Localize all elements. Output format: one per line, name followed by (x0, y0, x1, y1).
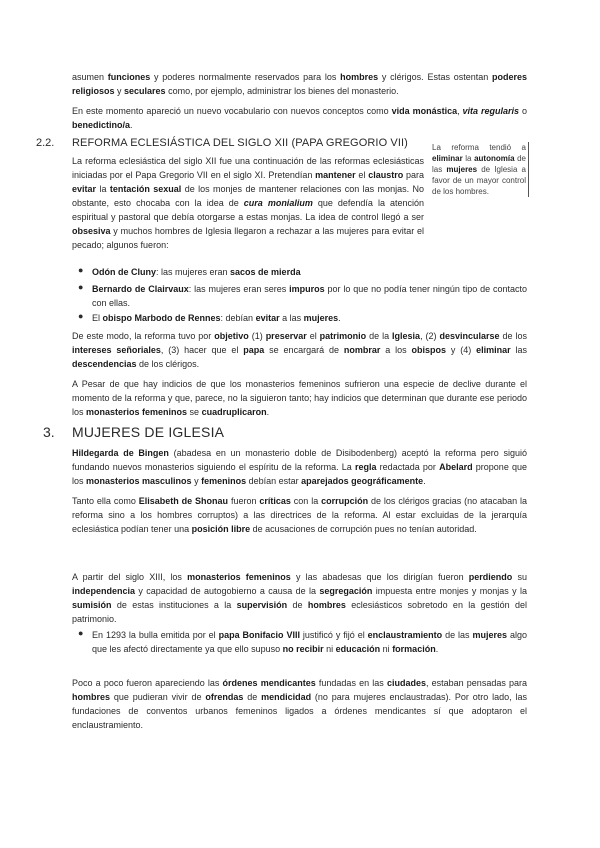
bullet-marbodo: El obispo Marbodo de Rennes: debían evitar a las mujeres. (92, 313, 341, 323)
paragraph-intro-1: asumen funciones y poderes normalmente reservados para los hombres y clérigos. Estas ostentan poderes religiosos y seculares como, por ejemplo, administrar los bienes del monasterio. (72, 72, 527, 96)
bullet-marker: ● (78, 282, 84, 292)
bullet-marker: ● (78, 265, 84, 275)
paragraph-3-c: A partir del siglo XIII, los monasterios femeninos y las abadesas que los dirigían fueron perdiendo su independencia y capacidad de autogobierno a causa de la segregación impuesta entre monjes y monjas y la sumisión de estas instituciones a la supervisión de hombres eclesiásticos sobretodo en la gestión del patrimonio. (72, 572, 528, 624)
paragraph-3-b: Tanto ella como Elisabeth de Shonau fueron críticas con la corrupción de los clérigos gracias (no atacaban la reforma sino a los hombres corruptos) a las directrices de la reforma. Al estar excluidas de la jerarquía eclesiástica podían tener una posición libre de acusaciones de corrupción pues no tenían autoridad. (72, 496, 527, 534)
margin-note: La reforma tendió a eliminar la autonomía de las mujeres de Iglesia a favor de un mayor control de los hombres. (432, 142, 529, 197)
paragraph-intro-2: En este momento apareció un nuevo vocabulario con nuevos conceptos como vida monástica, vita regularis o benedictino/a. (72, 106, 527, 130)
section-3-number: 3. (43, 424, 55, 440)
bullet-marker: ● (78, 311, 84, 321)
bullet-bernardo: Bernardo de Clairvaux: las mujeres eran seres impuros por lo que no podía tener ningún tipo de contacto con ellas. (92, 284, 527, 308)
paragraph-2-2-c: A Pesar de que hay indicios de que los monasterios femeninos sufrieron una especie de declive durante el momento de la reforma y que, parece, no la siguieron tanto; hay indicios que determinan que durante ese periodo los monasterios femeninos se cuadruplicaron. (72, 379, 527, 417)
section-2-2-heading: REFORMA ECLESIÁSTICA DEL SIGLO XII (PAPA GREGORIO VII) (72, 137, 408, 149)
bullet-bonifacio: En 1293 la bulla emitida por el papa Bonifacio VIII justificó y fijó el enclaustramiento de las mujeres algo que les afectó directamente ya que ello supuso no recibir ni educación ni formación. (92, 630, 527, 654)
paragraph-2-2-b: De este modo, la reforma tuvo por objetivo (1) preservar el patrimonio de la Iglesia, (2) desvincularse de los intereses señoriales, (3) hacer que el papa se encargará de nombrar a los obispos y (4) eliminar las descendencias de los clérigos. (72, 331, 527, 369)
bullet-marker: ● (78, 628, 84, 638)
paragraph-3-d: Poco a poco fueron apareciendo las órdenes mendicantes fundadas en las ciudades, estaban pensadas para hombres que pudieran vivir de ofrendas de mendicidad (no para mujeres enclaustradas). Por otro lado, las fundaciones de conventos urbanos femeninos ligados a órdenes mendicantes sí que adoptaron el enclaustramiento. (72, 678, 527, 730)
section-3-heading: MUJERES DE IGLESIA (72, 424, 225, 440)
bullet-odon: Odón de Cluny: las mujeres eran sacos de mierda (92, 267, 301, 277)
section-2-2-number: 2.2. (36, 137, 55, 149)
paragraph-3-a: Hildegarda de Bingen (abadesa en un monasterio doble de Disibodenberg) aceptó la reforma pero siguió fundando nuevos monasterios siguiendo el espíritu de la reforma. La regla redactada por Abelard propone que los monasterios masculinos y femeninos debían estar aparejados geográficamente. (72, 448, 528, 486)
paragraph-2-2-a-part1: La reforma eclesiástica del siglo XII fue una continuación de las reformas eclesiásticas iniciadas por el Papa Gregorio VII en el siglo XI. Pretendían mantener el claustro para evitar la tentación sexual de los monjes de mantener relaciones con las monjas. No obstante, esto chocaba con la idea de cura monialium que defendía la atención espiritual y pastoral que debía otorgarse a estas monjas. La idea de control llegó a ser obsesiva y muchos hombres de Iglesia llegaron a rechazar a las mujeres para evitar el pecado; algunos fueron: (72, 156, 425, 250)
